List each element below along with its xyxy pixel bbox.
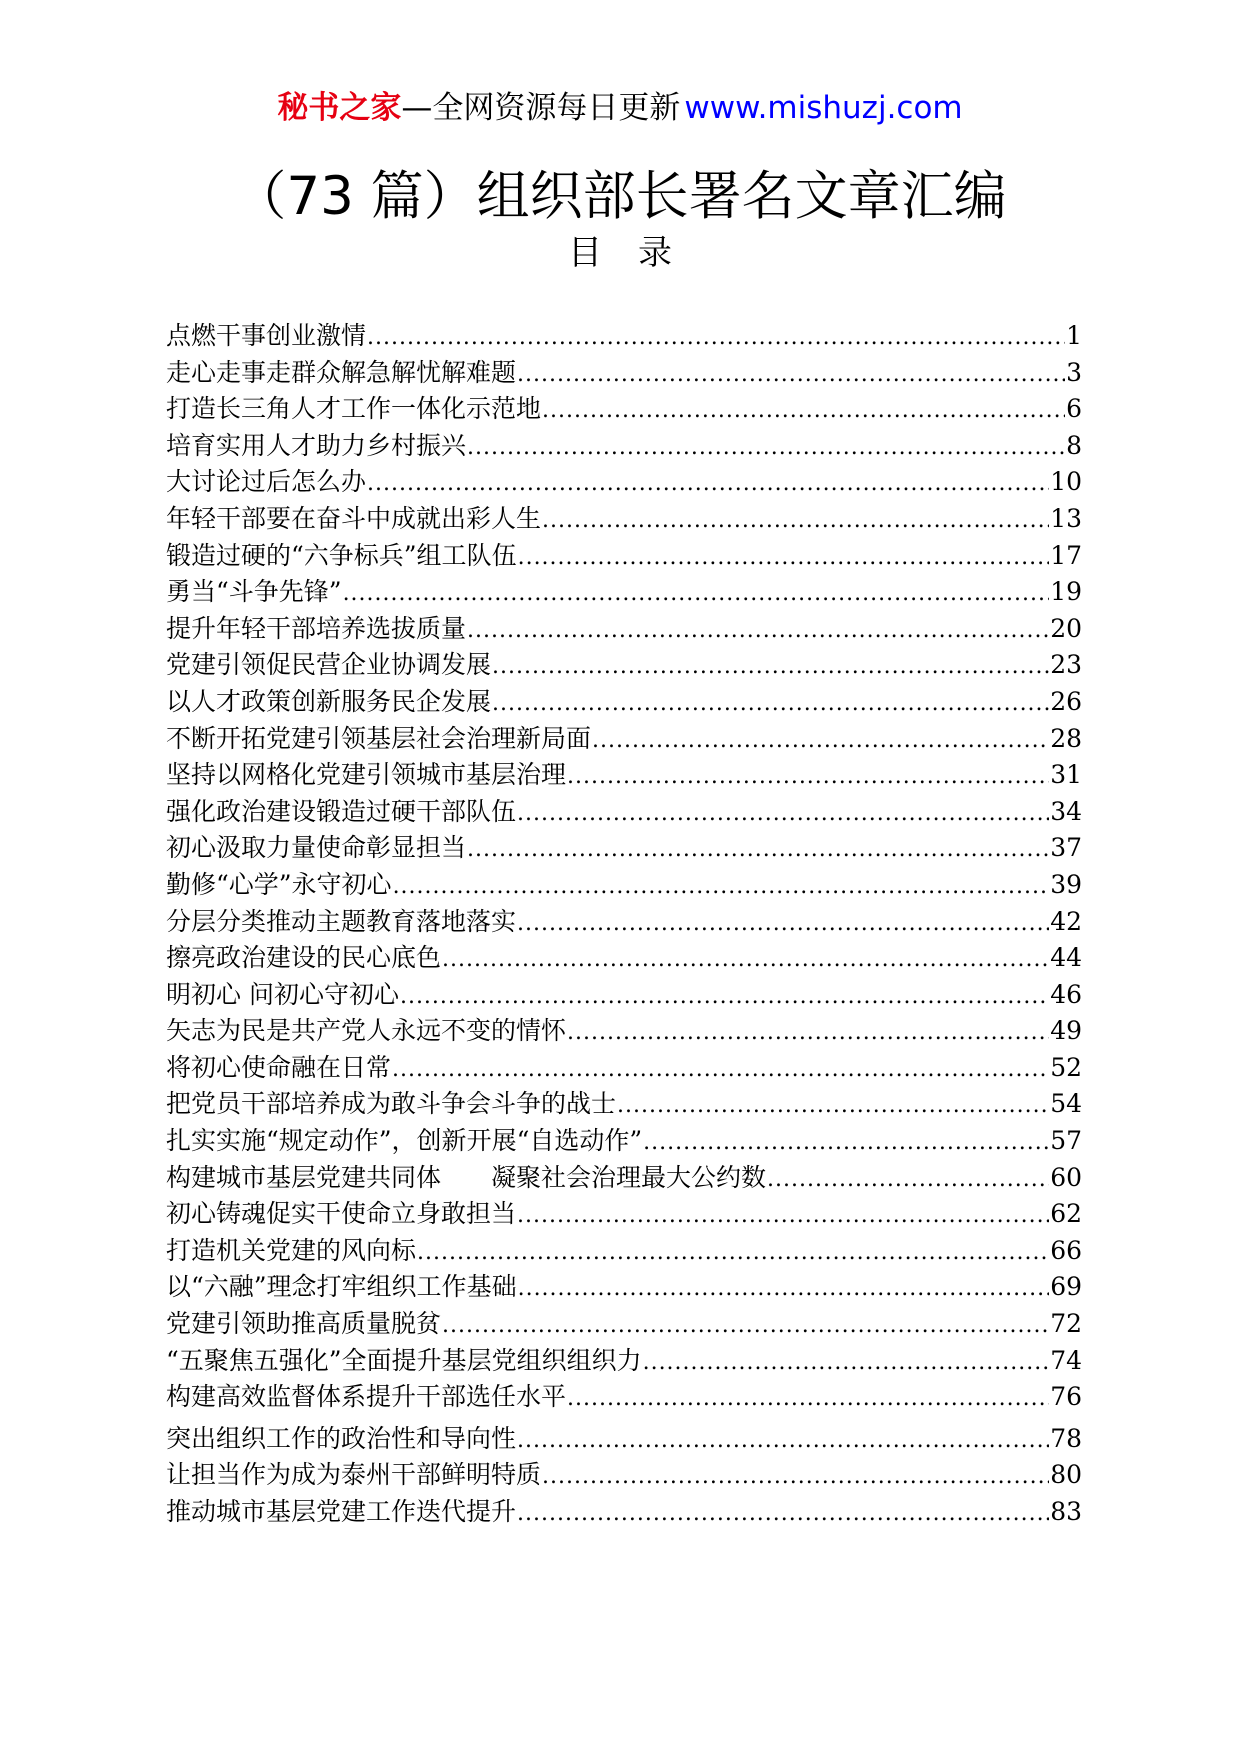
toc-entry-title: 明初心 问初心守初心 <box>166 979 399 1009</box>
toc-entry-title: 强化政治建设锻造过硬干部队伍 <box>166 796 517 826</box>
toc-entry-title: 分层分类推动主题教育落地落实 <box>166 906 517 936</box>
toc-dot-leader <box>392 1052 1049 1089</box>
toc-entry[interactable] <box>166 904 1082 941</box>
toc-entry[interactable] <box>166 647 1082 684</box>
toc-dot-leader <box>442 942 1049 979</box>
toc-dot-leader <box>518 540 1050 577</box>
toc-entry-title: 擦亮政治建设的民心底色 <box>166 943 442 973</box>
toc-entry-title: 让担当作为成为泰州干部鲜明特质 <box>166 1460 542 1490</box>
toc-entry[interactable] <box>166 977 1082 1014</box>
toc-entry-page: 54 <box>1050 1089 1082 1119</box>
toc-entry-page: 3 <box>1066 357 1082 387</box>
toc-dot-leader <box>492 686 1049 723</box>
toc-entry-page: 23 <box>1050 650 1082 680</box>
toc-dot-leader <box>517 796 1049 833</box>
toc-entry-title: 勤修“心学”永守初心 <box>166 869 392 899</box>
toc-dot-leader <box>542 393 1065 430</box>
toc-entry-title: 锻造过硬的“六争标兵”组工队伍 <box>166 540 517 570</box>
toc-entry-title: 培育实用人才助力乡村振兴 <box>166 430 467 460</box>
toc-entry[interactable] <box>166 757 1082 794</box>
brand-slogan: —全网资源每日更新 <box>401 90 681 126</box>
toc-entry[interactable] <box>166 501 1082 538</box>
toc-entry-title: 初心汲取力量使命彰显担当 <box>166 833 467 863</box>
toc-dot-leader <box>417 1235 1049 1272</box>
toc-entry-page: 69 <box>1050 1272 1082 1302</box>
site-url[interactable]: www.mishuzj.com <box>684 90 963 126</box>
toc-entry-page: 60 <box>1050 1162 1082 1192</box>
toc-entry-page: 49 <box>1050 1016 1082 1046</box>
toc-entry[interactable] <box>166 574 1082 611</box>
toc-dot-leader <box>567 1381 1049 1418</box>
toc-entry[interactable] <box>166 1160 1082 1197</box>
toc-dot-leader <box>400 979 1049 1016</box>
toc-entry-title: 打造机关党建的风向标 <box>166 1235 417 1265</box>
toc-entry-page: 37 <box>1050 833 1082 863</box>
toc-entry[interactable] <box>166 1494 1082 1531</box>
toc-entry[interactable] <box>166 1013 1082 1050</box>
toc-entry-page: 8 <box>1066 430 1082 460</box>
toc-entry-page: 31 <box>1050 760 1082 790</box>
toc-entry[interactable] <box>166 794 1082 831</box>
toc-entry-page: 66 <box>1050 1235 1082 1265</box>
toc-entry-page: 62 <box>1050 1199 1082 1229</box>
toc-dot-leader <box>518 1271 1050 1308</box>
toc-entry-title: 初心铸魂促实干使命立身敢担当 <box>166 1199 517 1229</box>
toc-entry-page: 39 <box>1050 869 1082 899</box>
toc-entry-page: 83 <box>1050 1497 1082 1526</box>
toc-entry-page: 46 <box>1050 979 1082 1009</box>
toc-entry-page: 26 <box>1050 686 1082 716</box>
toc-entry[interactable] <box>166 684 1082 721</box>
toc-entry[interactable] <box>166 1196 1082 1233</box>
toc-entry[interactable] <box>166 1233 1082 1270</box>
toc-entry-title: 以“六融”理念打牢组织工作基础 <box>166 1272 517 1302</box>
toc-entry-title: 以人才政策创新服务民企发展 <box>166 686 492 716</box>
toc-entry[interactable] <box>166 1457 1082 1494</box>
toc-entry[interactable] <box>166 867 1082 904</box>
toc-entry[interactable] <box>166 1379 1082 1416</box>
toc-entry-page: 13 <box>1050 503 1082 533</box>
toc-dot-leader <box>592 723 1049 760</box>
toc-dot-leader <box>567 1015 1049 1052</box>
toc-entry-title: 坚持以网格化党建引领城市基层治理 <box>166 760 567 790</box>
toc-entry-title: 提升年轻干部培养选拔质量 <box>166 613 467 643</box>
toc-entry-title: 将初心使命融在日常 <box>166 1052 392 1082</box>
toc-dot-leader <box>542 503 1049 540</box>
toc-entry-title: 突出组织工作的政治性和导向性 <box>166 1423 517 1453</box>
toc-entry-title: “五聚焦五强化”全面提升基层党组织组织力 <box>166 1345 642 1375</box>
toc-entry-title: 年轻干部要在奋斗中成就出彩人生 <box>166 503 542 533</box>
toc-entry-page: 80 <box>1050 1460 1082 1490</box>
toc-entry-page: 19 <box>1050 577 1082 607</box>
toc-dot-leader <box>442 1308 1049 1345</box>
toc-entry[interactable] <box>166 721 1082 758</box>
table-of-contents <box>166 318 1082 1531</box>
toc-entry-page: 1 <box>1066 321 1082 350</box>
toc-dot-leader <box>467 832 1049 869</box>
toc-entry[interactable] <box>166 1050 1082 1087</box>
toc-entry-title: 不断开拓党建引领基层社会治理新局面 <box>166 723 592 753</box>
toc-entry[interactable] <box>166 611 1082 648</box>
toc-entry-page: 17 <box>1050 540 1082 570</box>
toc-entry-page: 20 <box>1050 613 1082 643</box>
toc-entry-page: 57 <box>1050 1126 1082 1156</box>
toc-dot-leader <box>393 869 1050 906</box>
toc-entry-page: 28 <box>1050 723 1082 753</box>
toc-dot-leader <box>517 357 1065 394</box>
toc-entry-title: 打造长三角人才工作一体化示范地 <box>166 394 542 424</box>
toc-entry[interactable] <box>166 830 1082 867</box>
toc-dot-leader <box>517 906 1049 943</box>
toc-entry-title: 党建引领助推高质量脱贫 <box>166 1309 442 1339</box>
toc-entry-title: 构建高效监督体系提升干部选任水平 <box>166 1382 567 1412</box>
toc-entry-page: 78 <box>1050 1423 1082 1453</box>
toc-dot-leader <box>343 576 1050 613</box>
toc-entry[interactable] <box>166 1086 1082 1123</box>
toc-dot-leader <box>517 1496 1049 1533</box>
toc-entry[interactable] <box>166 1421 1082 1458</box>
toc-entry-page: 6 <box>1066 394 1082 424</box>
toc-dot-leader <box>467 613 1049 650</box>
toc-dot-leader <box>542 1459 1049 1496</box>
toc-dot-leader <box>467 430 1065 467</box>
toc-entry-page: 72 <box>1050 1309 1082 1339</box>
toc-entry-page: 42 <box>1050 906 1082 936</box>
toc-entry-title: 勇当“斗争先锋” <box>166 577 342 607</box>
toc-dot-leader <box>567 759 1049 796</box>
toc-entry[interactable] <box>166 318 1082 355</box>
toc-dot-leader <box>643 1125 1049 1162</box>
toc-entry[interactable] <box>166 464 1082 501</box>
toc-dot-leader <box>643 1345 1050 1382</box>
toc-entry-title: 点燃干事创业激情 <box>166 321 367 350</box>
toc-dot-leader <box>617 1088 1049 1125</box>
toc-dot-leader <box>767 1162 1049 1199</box>
toc-entry[interactable] <box>166 1306 1082 1343</box>
toc-entry-page: 44 <box>1050 943 1082 973</box>
toc-entry-title: 构建城市基层党建共同体 凝聚社会治理最大公约数 <box>166 1162 767 1192</box>
toc-dot-leader <box>367 466 1049 503</box>
toc-entry[interactable] <box>166 428 1082 465</box>
toc-dot-leader <box>367 320 1065 357</box>
toc-entry[interactable] <box>166 1269 1082 1306</box>
toc-entry-title: 把党员干部培养成为敢斗争会斗争的战士 <box>166 1089 617 1119</box>
toc-entry-page: 76 <box>1050 1382 1082 1412</box>
toc-entry[interactable] <box>166 1123 1082 1160</box>
toc-entry-title: 推动城市基层党建工作迭代提升 <box>166 1497 517 1526</box>
toc-dot-leader <box>492 649 1049 686</box>
document-title: （73 篇）组织部长署名文章汇编 <box>233 166 1007 227</box>
toc-entry[interactable] <box>166 1343 1082 1380</box>
toc-entry[interactable] <box>166 391 1082 428</box>
toc-entry-title: 大讨论过后怎么办 <box>166 467 367 497</box>
brand-name: 秘书之家 <box>277 90 402 126</box>
toc-entry[interactable] <box>166 940 1082 977</box>
toc-entry[interactable] <box>166 538 1082 575</box>
toc-entry-page: 52 <box>1050 1052 1082 1082</box>
toc-entry-page: 74 <box>1050 1345 1082 1375</box>
toc-dot-leader <box>517 1423 1049 1460</box>
toc-dot-leader <box>517 1198 1049 1235</box>
toc-entry-title: 党建引领促民营企业协调发展 <box>166 650 492 680</box>
toc-entry-title: 走心走事走群众解急解忧解难题 <box>166 357 517 387</box>
toc-entry-page: 34 <box>1050 796 1082 826</box>
site-banner <box>0 86 1240 130</box>
toc-heading: 目录 <box>568 233 708 273</box>
toc-entry-title: 扎实实施“规定动作”，创新开展“自选动作” <box>166 1126 643 1156</box>
toc-entry-page: 10 <box>1050 467 1082 497</box>
toc-entry[interactable] <box>166 355 1082 392</box>
toc-entry-title: 矢志为民是共产党人永远不变的情怀 <box>166 1016 567 1046</box>
